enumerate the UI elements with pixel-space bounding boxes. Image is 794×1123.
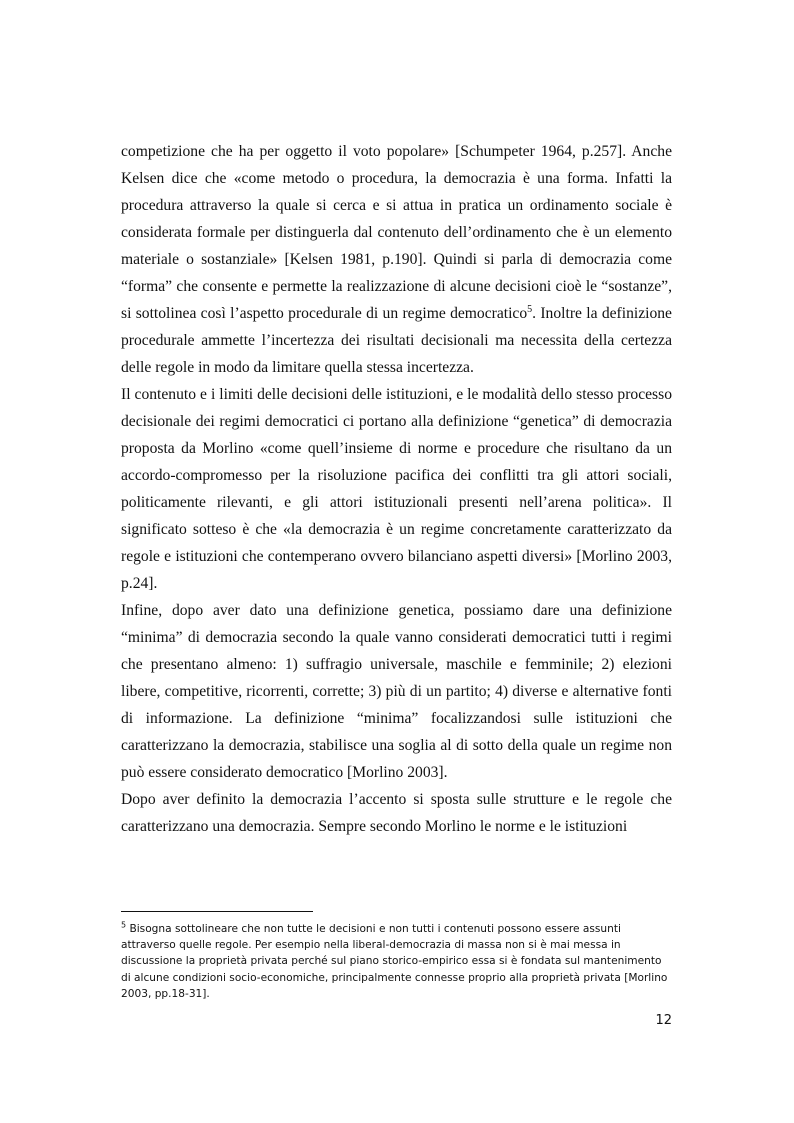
paragraph-1-text-b: . Inoltre la definizione procedurale ammette l’incertezza dei risultati decisionali ma necessita della certezza delle regole in modo da limitare quella stessa incertezza. (121, 305, 672, 376)
paragraph-2: Il contenuto e i limiti delle decisioni delle istituzioni, e le modalità dello stesso processo decisionale dei regimi democratici ci portano alla definizione “genetica” di democrazia proposta da Morlino «come quell’insieme di norme e procedure che risultano da un accordo-compromesso per la risoluzione pacifica dei conflitti tra gli attori sociali, politicamente rilevanti, e gli attori istituzionali presenti nell’arena politica». Il significato sotteso è che «la democrazia è un regime concretamente caratterizzato da regole e istituzioni che contemperano ovvero bilanciano aspetti diversi» [Morlino 2003, p.24]. (121, 386, 672, 592)
footnote-mark: 5 (121, 920, 127, 930)
paragraph-3: Infine, dopo aver dato una definizione genetica, possiamo dare una definizione “minima” di democrazia secondo la quale vanno considerati democratici tutti i regimi che presentano almeno: 1) suffragio universale, maschile e femminile; 2) elezioni libere, competitive, ricorrenti, corrette; 3) più di un partito; 4) diverse e alternative fonti di informazione. La definizione “minima” focalizzandosi sulle istituzioni che caratterizzano la democrazia, stabilisce una soglia al di sotto della quale un regime non può essere considerato democratico [Morlino 2003]. (121, 602, 672, 781)
footnote-text: Bisogna sottolineare che non tutte le decisioni e non tutti i contenuti possono essere assunti attraverso quelle regole. Per esempio nella liberal-democrazia di massa non si è mai messa in discussione la proprietà privata perché sul piano storico-empirico essa si è fondata sul mantenimento di alcune condizioni socio-economiche, principalmente connesse proprio alla proprietà privata [Morlino 2003, pp.18-31]. (121, 923, 668, 1000)
page-number: 12 (655, 1013, 672, 1028)
body-text (121, 138, 672, 840)
footnote-reference: 5 (527, 303, 533, 315)
paragraph-1-text-a: competizione che ha per oggetto il voto popolare» [Schumpeter 1964, p.257]. Anche Kelsen dice che «come metodo o procedura, la democrazia è una forma. Infatti la procedura attraverso la quale si cerca e si attua in pratica un ordinamento sociale è considerata formale per distinguerla dal contenuto dell’ordinamento che è un elemento materiale o sostanziale» [Kelsen 1981, p.190]. Quindi si parla di democrazia come “forma” che consente e permette la realizzazione di alcune decisioni cioè le “sostanze”, si sottolinea così l’aspetto procedurale di un regime democratico (121, 143, 672, 322)
paragraph-4: Dopo aver definito la democrazia l’accento si sposta sulle strutture e le regole che caratterizzano una democrazia. Sempre secondo Morlino le norme e le istituzioni (121, 791, 672, 835)
paragraph-1 (121, 138, 672, 381)
footnote-separator (121, 911, 313, 912)
footnote (121, 921, 672, 1002)
